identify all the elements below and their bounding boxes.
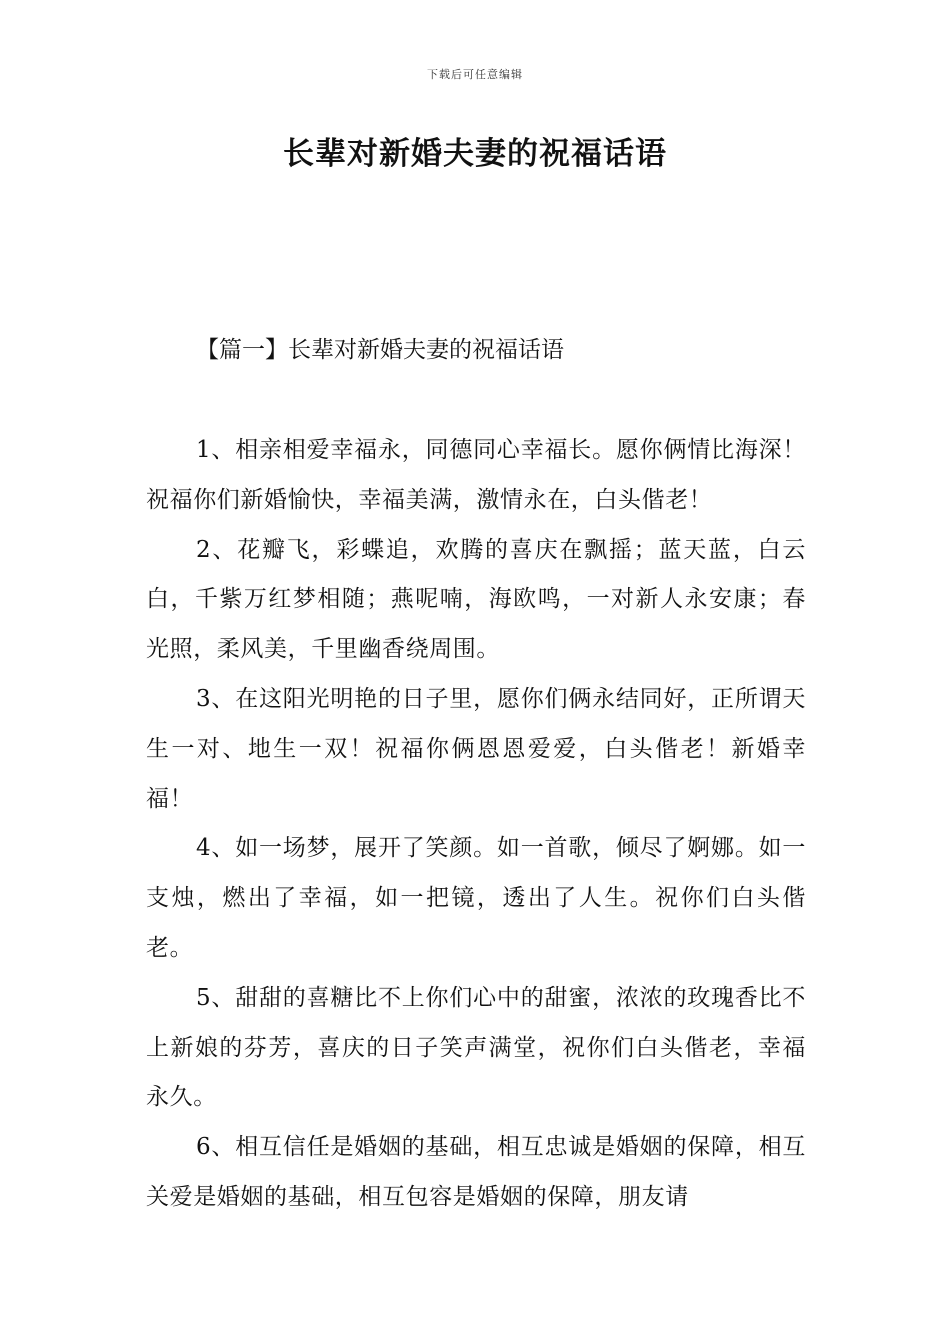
paragraph-1: 1、相亲相爱幸福永，同德同心幸福长。愿你俩情比海深！祝福你们新婚愉快，幸福美满，激情永在，白头偕老！ bbox=[146, 437, 806, 513]
paragraph-6: 6、相互信任是婚姻的基础，相互忠诚是婚姻的保障，相互关爱是婚姻的基础，相互包容是婚姻的保障，朋友请 bbox=[146, 1134, 806, 1210]
body-text bbox=[146, 426, 806, 1223]
paragraph-5: 5、甜甜的喜糖比不上你们心中的甜蜜，浓浓的玫瑰香比不上新娘的芬芳，喜庆的日子笑声满堂，祝你们白头偕老，幸福永久。 bbox=[146, 984, 806, 1111]
paragraph-2: 2、花瓣飞，彩蝶追，欢腾的喜庆在飘摇；蓝天蓝，白云白，千紫万红梦相随；燕呢喃，海欧鸣，一对新人永安康；春光照，柔风美，千里幽香绕周围。 bbox=[146, 536, 806, 663]
document-title: 长辈对新婚夫妻的祝福话语 bbox=[283, 136, 667, 172]
paragraph-4: 4、如一场梦，展开了笑颜。如一首歌，倾尽了婀娜。如一支烛，燃出了幸福，如一把镜，透出了人生。祝你们白头偕老。 bbox=[146, 835, 806, 961]
header-note: 下载后可任意编辑 bbox=[427, 68, 523, 81]
section-heading: 【篇一】长辈对新婚夫妻的祝福话语 bbox=[196, 337, 564, 363]
paragraph-3: 3、在这阳光明艳的日子里，愿你们俩永结同好，正所谓天生一对、地生一双！祝福你俩恩恩爱爱，白头偕老！新婚幸福！ bbox=[146, 685, 806, 812]
